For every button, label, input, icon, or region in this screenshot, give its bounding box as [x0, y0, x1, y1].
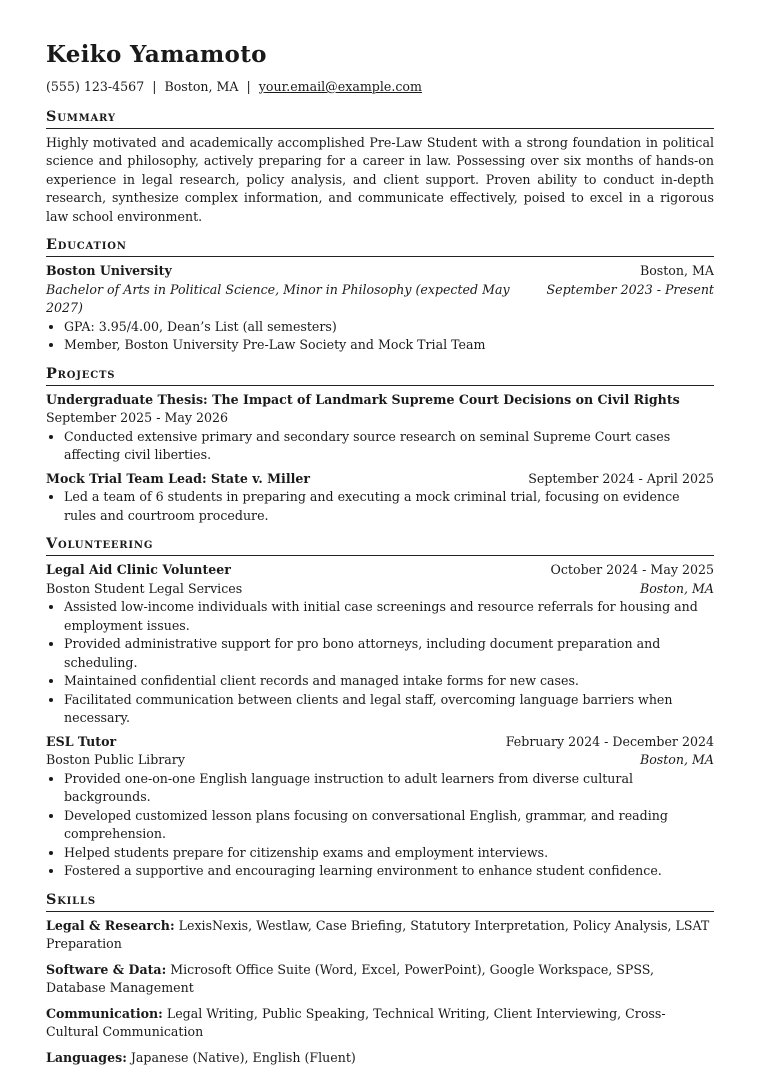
skill-value: Microsoft Office Suite (Word, Excel, PowerPoint), Google Workspace, SPSS, Database Management — [46, 961, 654, 995]
candidate-name: Keiko Yamamoto — [46, 41, 267, 68]
project-bullets — [46, 428, 714, 465]
list-item: • Led a team of 6 students in preparing and executing a mock criminal trial, focusing on evidence rules and courtroom procedure. — [64, 488, 714, 525]
list-item: • GPA: 3.95/4.00, Dean’s List (all semesters) — [64, 318, 714, 337]
separator: | — [246, 79, 251, 94]
list-item: • Facilitated communication between clients and legal staff, overcoming language barriers when necessary. — [64, 691, 714, 728]
school-location: Boston, MA — [639, 263, 714, 278]
skill-value: Legal Writing, Public Speaking, Technical Writing, Client Interviewing, Cross-Cultural Communication — [46, 1005, 666, 1039]
volunteer-role: Legal Aid Clinic Volunteer — [46, 562, 231, 577]
school-name: Boston University — [46, 263, 172, 278]
list-item: • Provided one-on-one English language instruction to adult learners from diverse cultural backgrounds. — [64, 770, 714, 807]
skill-value: Japanese (Native), English (Fluent) — [130, 1049, 356, 1065]
contact-line — [46, 78, 714, 97]
list-item: • Developed customized lesson plans focusing on conversational English, grammar, and reading comprehension. — [64, 807, 714, 844]
section-title-projects: Projects — [46, 364, 714, 386]
education-entry — [46, 262, 714, 355]
volunteer-org: Boston Public Library — [46, 752, 185, 767]
degree: Bachelor of Arts in Political Science, Minor in Philosophy (expected May 2027) — [46, 281, 510, 315]
list-item: • Maintained confidential client records and managed intake forms for new cases. — [64, 672, 714, 691]
phone: (555) 123-4567 — [46, 79, 145, 94]
skill-row — [46, 1049, 714, 1068]
volunteer-bullets — [46, 598, 714, 728]
skill-row — [46, 1005, 714, 1042]
list-item: • Provided administrative support for pro bono attorneys, including document preparation and scheduling. — [64, 635, 714, 672]
education-dates: September 2023 - Present — [546, 281, 714, 297]
section-title-summary: Summary — [46, 107, 714, 129]
list-item: • Assisted low-income individuals with initial case screenings and resource referrals for housing and employment issues. — [64, 598, 714, 635]
section-title-skills: Skills — [46, 890, 714, 912]
list-item: • Conducted extensive primary and secondary source research on seminal Supreme Court cases affecting civil liberties. — [64, 428, 714, 465]
list-item: • Fostered a supportive and encouraging learning environment to enhance student confidence. — [64, 862, 714, 881]
skill-row — [46, 961, 714, 998]
volunteer-bullets — [46, 770, 714, 881]
project-bullets — [46, 488, 714, 525]
email-link[interactable]: your.email@example.com — [258, 79, 422, 94]
volunteer-role: ESL Tutor — [46, 733, 117, 749]
project-name: Mock Trial Team Lead: State v. Miller — [46, 470, 311, 486]
list-item: • Member, Boston University Pre-Law Society and Mock Trial Team — [64, 336, 714, 355]
skill-label: Languages: — [46, 1049, 127, 1065]
section-title-education: Education — [46, 235, 714, 257]
volunteer-entry — [46, 733, 714, 881]
volunteer-location: Boston, MA — [639, 580, 714, 596]
volunteer-entry — [46, 561, 714, 728]
list-item: • Helped students prepare for citizenship exams and employment interviews. — [64, 844, 714, 863]
separator: | — [152, 79, 157, 94]
project-dates: September 2024 - April 2025 — [528, 470, 714, 486]
skill-label: Software & Data: — [46, 961, 167, 977]
skill-label: Legal & Research: — [46, 917, 175, 933]
skill-row — [46, 917, 714, 954]
volunteer-location: Boston, MA — [639, 752, 714, 767]
summary-text: Highly motivated and academically accomplished Pre-Law Student with a strong foundation in political science and philosophy, actively preparing for a career in law. Possessing over six months of hands-on experience in legal research, policy analysis, and client support. Proven ability to conduct in-depth research, synthesize complex information, and communicate effectively, poised to excel in a rigorous law school environment. — [46, 134, 714, 224]
volunteer-dates: October 2024 - May 2025 — [550, 562, 714, 577]
skill-label: Communication: — [46, 1005, 163, 1021]
section-title-volunteering: Volunteering — [46, 534, 714, 556]
education-bullets — [46, 318, 714, 355]
project-name: Undergraduate Thesis: The Impact of Landmark Supreme Court Decisions on Civil Rights — [46, 391, 680, 407]
volunteer-dates: February 2024 - December 2024 — [505, 733, 714, 749]
volunteer-org: Boston Student Legal Services — [46, 580, 243, 596]
project-dates: September 2025 - May 2026 — [46, 410, 229, 425]
project-entry — [46, 470, 714, 526]
skill-value: LexisNexis, Westlaw, Case Briefing, Statutory Interpretation, Policy Analysis, LSAT Preparation — [46, 917, 710, 951]
location: Boston, MA — [164, 79, 239, 94]
project-entry — [46, 391, 714, 465]
